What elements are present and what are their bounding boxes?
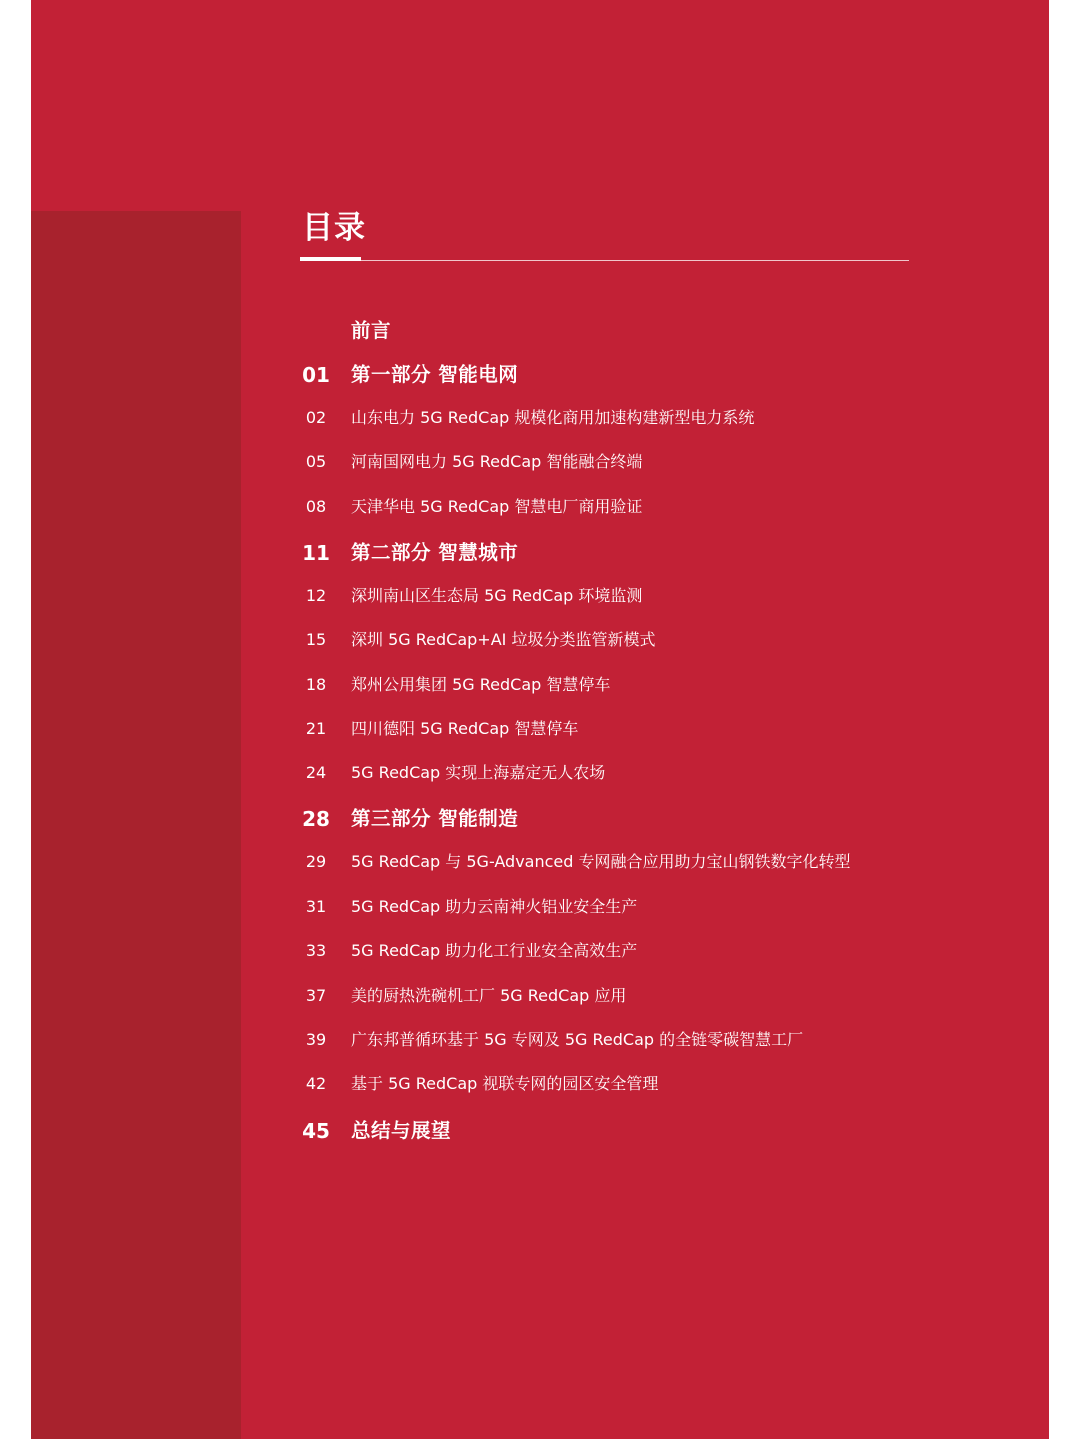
toc-page-number: 33 xyxy=(305,941,327,960)
toc-entry-item[interactable] xyxy=(286,845,1006,879)
toc-entry-title: 5G RedCap 助力云南神火铝业安全生产 xyxy=(351,897,638,916)
toc-page-number: 05 xyxy=(305,452,327,471)
toc-page-number: 24 xyxy=(305,763,327,782)
toc-list xyxy=(286,0,1006,1439)
toc-entry-item[interactable] xyxy=(286,490,1006,524)
toc-entry-part-2[interactable] xyxy=(286,536,1006,570)
toc-entry-title: 美的厨热洗碗机工厂 5G RedCap 应用 xyxy=(351,986,627,1005)
toc-entry-title: 第一部分 智能电网 xyxy=(351,363,519,386)
side-band-decoration xyxy=(31,211,241,1439)
toc-entry-title: 广东邦普循环基于 5G 专网及 5G RedCap 的全链零碳智慧工厂 xyxy=(351,1030,804,1049)
toc-entry-item[interactable] xyxy=(286,756,1006,790)
toc-entry-title: 前言 xyxy=(351,319,392,342)
toc-entry-title: 第三部分 智能制造 xyxy=(351,807,519,830)
toc-entry-item[interactable] xyxy=(286,979,1006,1013)
toc-entry-item[interactable] xyxy=(286,668,1006,702)
toc-page-number: 37 xyxy=(305,986,327,1005)
toc-entry-title: 天津华电 5G RedCap 智慧电厂商用验证 xyxy=(351,497,643,516)
toc-entry-item[interactable] xyxy=(286,934,1006,968)
toc-page-number: 01 xyxy=(302,363,330,387)
toc-entry-title: 总结与展望 xyxy=(351,1119,452,1142)
toc-entry-title: 河南国网电力 5G RedCap 智能融合终端 xyxy=(351,452,643,471)
toc-page-number: 45 xyxy=(302,1119,330,1143)
toc-entry-title: 深圳 5G RedCap+AI 垃圾分类监管新模式 xyxy=(351,630,656,649)
toc-page-number: 42 xyxy=(305,1074,327,1093)
toc-entry-title: 郑州公用集团 5G RedCap 智慧停车 xyxy=(351,675,611,694)
toc-entry-summary[interactable] xyxy=(286,1114,1006,1148)
toc-page-number: 31 xyxy=(305,897,327,916)
toc-page-number: 12 xyxy=(305,586,327,605)
toc-entry-part-1[interactable] xyxy=(286,358,1006,392)
toc-entry-title: 第二部分 智慧城市 xyxy=(351,541,519,564)
toc-entry-item[interactable] xyxy=(286,712,1006,746)
toc-entry-title: 基于 5G RedCap 视联专网的园区安全管理 xyxy=(351,1074,659,1093)
toc-entry-title: 5G RedCap 助力化工行业安全高效生产 xyxy=(351,941,638,960)
toc-entry-item[interactable] xyxy=(286,623,1006,657)
toc-entry-preface[interactable] xyxy=(286,314,1006,348)
toc-entry-title: 5G RedCap 实现上海嘉定无人农场 xyxy=(351,763,606,782)
toc-page-number: 29 xyxy=(305,852,327,871)
toc-entry-title: 山东电力 5G RedCap 规模化商用加速构建新型电力系统 xyxy=(351,408,755,427)
toc-entry-title: 深圳南山区生态局 5G RedCap 环境监测 xyxy=(351,586,643,605)
toc-entry-item[interactable] xyxy=(286,401,1006,435)
toc-page-number: 08 xyxy=(305,497,327,516)
toc-entry-item[interactable] xyxy=(286,890,1006,924)
toc-entry-item[interactable] xyxy=(286,445,1006,479)
toc-entry-item[interactable] xyxy=(286,1067,1006,1101)
page-title: 目录 xyxy=(302,210,366,246)
toc-page-number: 39 xyxy=(305,1030,327,1049)
toc-entry-title: 5G RedCap 与 5G-Advanced 专网融合应用助力宝山钢铁数字化转型 xyxy=(351,852,851,871)
toc-page-number: 21 xyxy=(305,719,327,738)
toc-page-number: 11 xyxy=(302,541,330,565)
toc-entry-item[interactable] xyxy=(286,1023,1006,1057)
toc-page-number: 15 xyxy=(305,630,327,649)
toc-page xyxy=(31,0,1049,1439)
toc-entry-item[interactable] xyxy=(286,579,1006,613)
toc-entry-part-3[interactable] xyxy=(286,802,1006,836)
toc-page-number xyxy=(286,314,346,348)
toc-entry-title: 四川德阳 5G RedCap 智慧停车 xyxy=(351,719,579,738)
toc-page-number: 28 xyxy=(302,807,330,831)
toc-page-number: 02 xyxy=(305,408,327,427)
toc-page-number: 18 xyxy=(305,675,327,694)
